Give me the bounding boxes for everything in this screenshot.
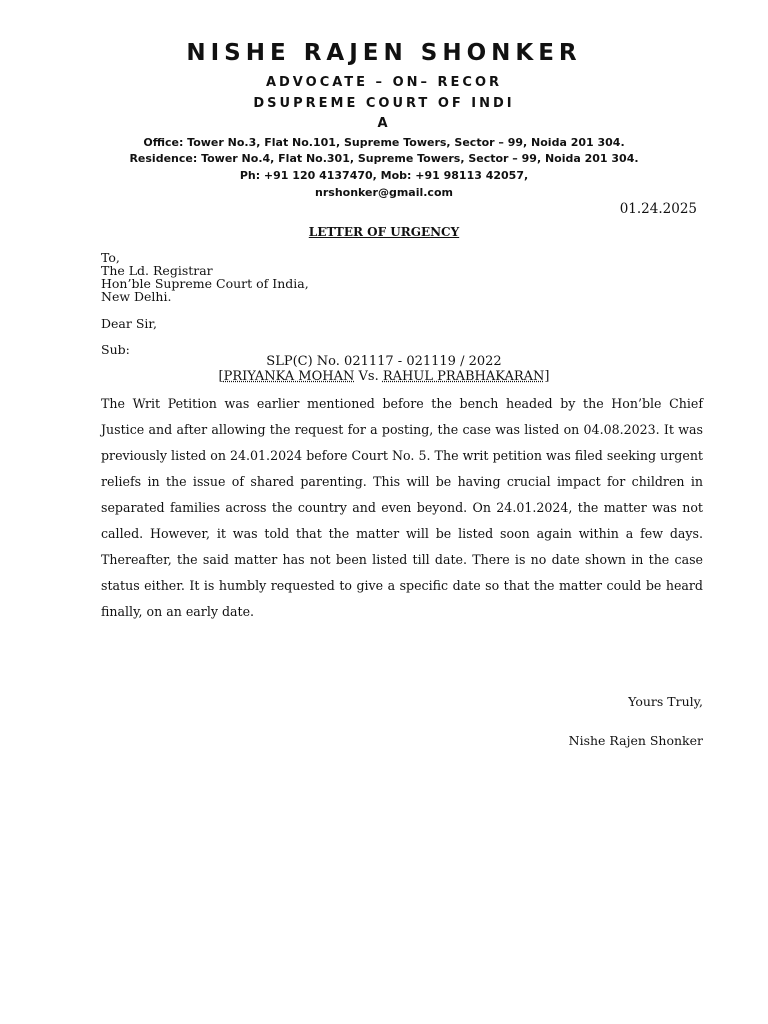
bracket-close: ] [544,369,550,384]
recipient-line-3: New Delhi. [101,289,172,304]
letter-heading: LETTER OF URGENCY [308,225,460,239]
letter-date: 01.24.2025 [619,201,697,217]
closing: Yours Truly, [628,694,703,709]
recipient-line-2: Hon’ble Supreme Court of India, [101,276,309,291]
designation-line-1: ADVOCATE – ON– RECOR [265,75,503,90]
bracket-open: [ [218,369,224,384]
recipient-address [101,251,309,303]
office-address: Office: Tower No.3, Flat No.101, Supreme Towers, Sector – 99, Noida 201 304. [143,136,625,149]
phone-numbers: Ph: +91 120 4137470, Mob: +91 98113 42057, [239,169,529,182]
residence-address: Residence: Tower No.4, Flat No.301, Supreme Towers, Sector – 99, Noida 201 304. [129,152,639,165]
signer-name: Nishe Rajen Shonker [568,733,703,748]
respondent-name: RAHUL PRABHAKARAN [382,369,545,384]
case-number: SLP(C) No. 021117 - 021119 / 2022 [266,354,502,369]
designation-line-2: DSUPREME COURT OF INDI [253,96,515,111]
petitioner-name: PRIYANKA MOHAN [223,369,355,384]
designation-line-3: A [377,116,391,131]
case-parties [0,369,768,384]
salutation: Dear Sir, [101,316,157,331]
letter-body: The Writ Petition was earlier mentioned before the bench headed by the Hon’ble Chief Justice and after allowing the request for a posting, the case was listed on 04.08.2023. It was previously listed on 24.01.2024 before Court No. 5. The writ petition was filed seeking urgent reliefs in the issue of shared parenting. This will be having crucial impact for children in separated families across the country and even beyond. On 24.01.2024, the matter was not called. However, it was told that the matter will be listed soon again within a few days. Thereafter, the said matter has not been listed till date. There is no date shown in the case status either. It is humbly requested to give a specific date so that the matter could be heard finally, on an early date. [101,396,703,619]
subject-label: Sub: [101,342,130,357]
recipient-line-1: The Ld. Registrar [101,263,213,278]
advocate-name: NISHE RAJEN SHONKER [186,40,582,66]
to-line: To, [101,250,120,265]
email-address: nrshonker@gmail.com [315,186,453,199]
versus-text: Vs. [354,369,383,384]
